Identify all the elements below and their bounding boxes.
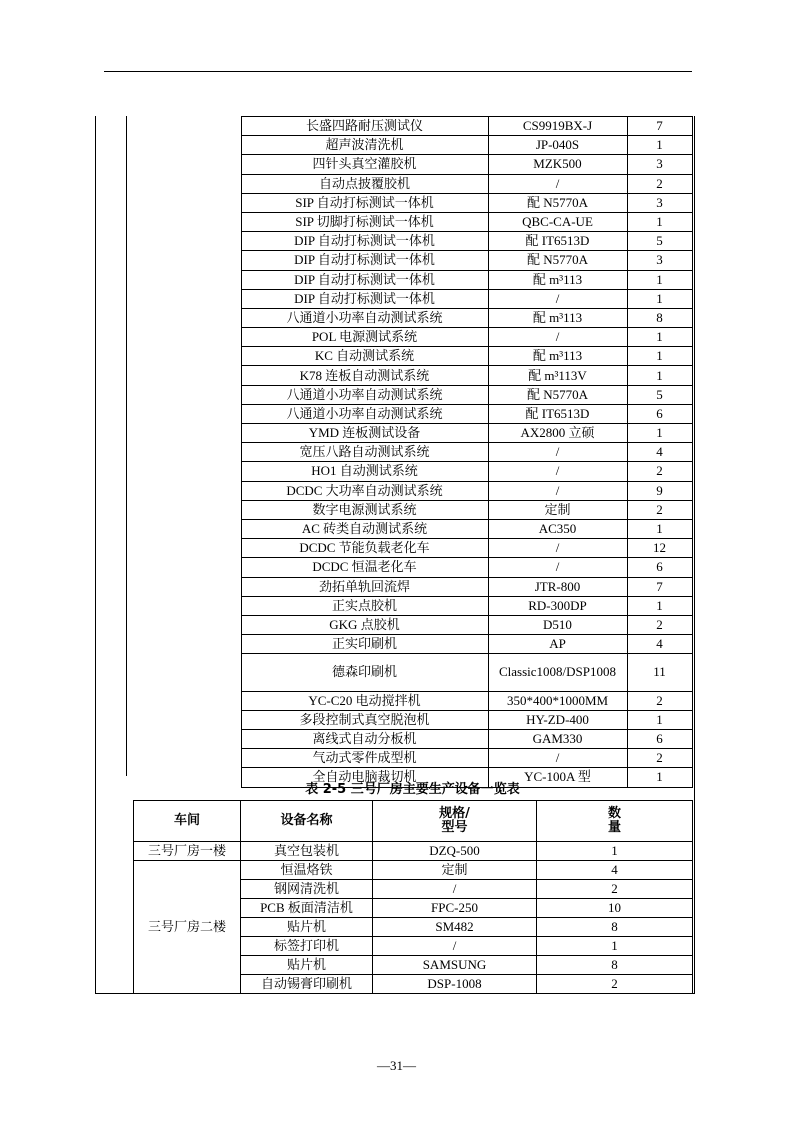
workshop-cell [133, 289, 241, 308]
workshop-cell [133, 136, 241, 155]
quantity-cell: 1 [627, 347, 692, 366]
equipment-name-cell: 八通道小功率自动测试系统 [241, 385, 488, 404]
model-cell: AC350 [488, 519, 627, 538]
model-cell: QBC-CA-UE [488, 212, 627, 231]
model-cell: / [488, 328, 627, 347]
quantity-cell: 7 [627, 577, 692, 596]
quantity-cell: 1 [627, 212, 692, 231]
equipment-name-cell: 超声波清洗机 [241, 136, 488, 155]
workshop-cell: 三号厂房二楼 [134, 861, 241, 994]
table-row [133, 117, 692, 136]
equipment-name-cell: 自动点披覆胶机 [241, 174, 488, 193]
table-row [133, 481, 692, 500]
table-row [133, 500, 692, 519]
equipment-name-cell: 贴片机 [241, 956, 373, 975]
table-row [133, 615, 692, 634]
model-cell: YC-100A 型 [488, 768, 627, 787]
equipment-name-cell: 长盛四路耐压测试仪 [241, 117, 488, 136]
equipment-name-cell: DCDC 节能负载老化车 [241, 539, 488, 558]
equipment-name-cell: POL 电源测试系统 [241, 328, 488, 347]
equipment-name-cell: YC-C20 电动搅拌机 [241, 691, 488, 710]
quantity-cell: 6 [627, 730, 692, 749]
header-quantity: 数 量 [537, 801, 693, 842]
header-workshop: 车间 [134, 801, 241, 842]
model-cell: / [488, 749, 627, 768]
workshop-cell: 三号厂房一楼 [134, 842, 241, 861]
equipment-name-cell: YMD 连板测试设备 [241, 424, 488, 443]
workshop-cell [133, 635, 241, 654]
quantity-cell: 2 [627, 462, 692, 481]
table-row [133, 136, 692, 155]
model-cell: DSP-1008 [373, 975, 537, 994]
quantity-cell: 2 [627, 615, 692, 634]
model-cell: / [373, 937, 537, 956]
workshop-cell [133, 615, 241, 634]
table-row [133, 443, 692, 462]
model-cell: FPC-250 [373, 899, 537, 918]
table-caption: 表 2-5 三号厂房主要生产设备一览表 [305, 782, 520, 797]
quantity-cell: 1 [627, 424, 692, 443]
workshop-cell [133, 404, 241, 423]
equipment-name-cell: 宽压八路自动测试系统 [241, 443, 488, 462]
quantity-cell: 2 [627, 500, 692, 519]
table-row [133, 691, 692, 710]
quantity-cell: 1 [627, 328, 692, 347]
equipment-name-cell: SIP 自动打标测试一体机 [241, 193, 488, 212]
equipment-name-cell: K78 连板自动测试系统 [241, 366, 488, 385]
workshop-cell [133, 270, 241, 289]
equipment-name-cell: DIP 自动打标测试一体机 [241, 289, 488, 308]
quantity-cell: 3 [627, 155, 692, 174]
table-row [134, 842, 693, 861]
model-cell: / [488, 462, 627, 481]
table-row [133, 328, 692, 347]
equipment-name-cell: DIP 自动打标测试一体机 [241, 232, 488, 251]
table-row [133, 577, 692, 596]
workshop-cell [133, 558, 241, 577]
equipment-name-cell: DCDC 恒温老化车 [241, 558, 488, 577]
equipment-name-cell: HO1 自动测试系统 [241, 462, 488, 481]
equipment-name-cell: KC 自动测试系统 [241, 347, 488, 366]
table-row [133, 251, 692, 270]
equipment-name-cell: 恒温烙铁 [241, 861, 373, 880]
equipment-name-cell: 真空包装机 [241, 842, 373, 861]
model-cell: / [373, 880, 537, 899]
model-cell: DZQ-500 [373, 842, 537, 861]
building3-equipment-table [133, 800, 693, 994]
model-cell: / [488, 558, 627, 577]
model-cell: 定制 [488, 500, 627, 519]
model-cell: 定制 [373, 861, 537, 880]
model-cell: Classic1008/DSP1008 [488, 654, 627, 691]
model-cell: HY-ZD-400 [488, 710, 627, 729]
workshop-cell [133, 443, 241, 462]
table-row [133, 174, 692, 193]
equipment-name-cell: 德森印刷机 [241, 654, 488, 691]
workshop-cell [133, 596, 241, 615]
model-cell: / [488, 174, 627, 193]
model-cell: JP-040S [488, 136, 627, 155]
model-cell: 配 N5770A [488, 193, 627, 212]
table-row [133, 347, 692, 366]
workshop-cell [133, 328, 241, 347]
quantity-cell: 1 [537, 842, 693, 861]
workshop-cell [133, 539, 241, 558]
quantity-cell: 1 [627, 136, 692, 155]
quantity-cell: 1 [627, 519, 692, 538]
table-row [133, 596, 692, 615]
model-cell: 配 m³113V [488, 366, 627, 385]
equipment-table-continued [133, 116, 693, 788]
table-row [133, 232, 692, 251]
header-model: 规格/ 型号 [373, 801, 537, 842]
model-cell: SM482 [373, 918, 537, 937]
equipment-name-cell: DCDC 大功率自动测试系统 [241, 481, 488, 500]
quantity-cell: 11 [627, 654, 692, 691]
quantity-cell: 1 [627, 596, 692, 615]
equipment-name-cell: 自动锡膏印刷机 [241, 975, 373, 994]
equipment-name-cell: 数字电源测试系统 [241, 500, 488, 519]
model-cell: / [488, 481, 627, 500]
equipment-name-cell: 钢网清洗机 [241, 880, 373, 899]
model-cell: SAMSUNG [373, 956, 537, 975]
quantity-cell: 1 [627, 270, 692, 289]
table-row [134, 861, 693, 880]
table-row [133, 308, 692, 327]
model-cell: 配 m³113 [488, 308, 627, 327]
model-cell: RD-300DP [488, 596, 627, 615]
quantity-cell: 4 [627, 443, 692, 462]
equipment-name-cell: 气动式零件成型机 [241, 749, 488, 768]
workshop-cell [133, 251, 241, 270]
quantity-cell: 2 [537, 880, 693, 899]
table-row [133, 654, 692, 691]
equipment-name-cell: DIP 自动打标测试一体机 [241, 270, 488, 289]
quantity-cell: 10 [537, 899, 693, 918]
model-cell: 配 IT6513D [488, 232, 627, 251]
model-cell: / [488, 443, 627, 462]
workshop-cell [133, 730, 241, 749]
table-row [133, 212, 692, 231]
workshop-column-divider [126, 116, 127, 776]
model-cell: 350*400*1000MM [488, 691, 627, 710]
equipment-name-cell: 标签打印机 [241, 937, 373, 956]
quantity-cell: 6 [627, 404, 692, 423]
equipment-name-cell: SIP 切脚打标测试一体机 [241, 212, 488, 231]
quantity-cell: 2 [627, 174, 692, 193]
equipment-name-cell: 多段控制式真空脱泡机 [241, 710, 488, 729]
quantity-cell: 2 [537, 975, 693, 994]
quantity-cell: 5 [627, 232, 692, 251]
table-row [133, 558, 692, 577]
quantity-cell: 3 [627, 251, 692, 270]
quantity-cell: 6 [627, 558, 692, 577]
equipment-name-cell: DIP 自动打标测试一体机 [241, 251, 488, 270]
header-rule [104, 71, 692, 72]
workshop-cell [133, 174, 241, 193]
workshop-cell [133, 500, 241, 519]
quantity-cell: 1 [537, 937, 693, 956]
workshop-cell [133, 710, 241, 729]
table-row [133, 155, 692, 174]
quantity-cell: 4 [627, 635, 692, 654]
workshop-cell [133, 155, 241, 174]
workshop-cell [133, 366, 241, 385]
workshop-cell [133, 385, 241, 404]
table-row [133, 193, 692, 212]
model-cell: GAM330 [488, 730, 627, 749]
model-cell: 配 m³113 [488, 270, 627, 289]
equipment-name-cell: GKG 点胶机 [241, 615, 488, 634]
model-cell: AX2800 立硕 [488, 424, 627, 443]
quantity-cell: 2 [627, 691, 692, 710]
quantity-cell: 9 [627, 481, 692, 500]
workshop-cell [133, 654, 241, 691]
table-header-row [134, 801, 693, 842]
workshop-cell [133, 347, 241, 366]
equipment-name-cell: 八通道小功率自动测试系统 [241, 308, 488, 327]
workshop-cell [133, 212, 241, 231]
table-row [133, 404, 692, 423]
workshop-cell [133, 193, 241, 212]
workshop-cell [133, 577, 241, 596]
table-row [133, 749, 692, 768]
equipment-name-cell: AC 砖类自动测试系统 [241, 519, 488, 538]
table-row [133, 366, 692, 385]
model-cell: D510 [488, 615, 627, 634]
model-cell: CS9919BX-J [488, 117, 627, 136]
equipment-name-cell: 四针头真空灌胶机 [241, 155, 488, 174]
quantity-cell: 8 [537, 918, 693, 937]
table-row [133, 424, 692, 443]
model-cell: 配 N5770A [488, 251, 627, 270]
equipment-name-cell: 八通道小功率自动测试系统 [241, 404, 488, 423]
model-cell: JTR-800 [488, 577, 627, 596]
equipment-name-cell: 正实点胶机 [241, 596, 488, 615]
model-cell: 配 N5770A [488, 385, 627, 404]
workshop-cell [133, 519, 241, 538]
model-cell: 配 IT6513D [488, 404, 627, 423]
quantity-cell: 5 [627, 385, 692, 404]
table-row [133, 539, 692, 558]
equipment-name-cell: 正实印刷机 [241, 635, 488, 654]
equipment-name-cell: 全自动电脑裁切机 [241, 768, 488, 787]
page-number: —31— [377, 1058, 416, 1073]
table-row [133, 519, 692, 538]
quantity-cell: 8 [537, 956, 693, 975]
quantity-cell: 3 [627, 193, 692, 212]
quantity-cell: 4 [537, 861, 693, 880]
equipment-name-cell: PCB 板面清洁机 [241, 899, 373, 918]
equipment-name-cell: 离线式自动分板机 [241, 730, 488, 749]
quantity-cell: 8 [627, 308, 692, 327]
header-equipment-name: 设备名称 [241, 801, 373, 842]
model-cell: / [488, 289, 627, 308]
quantity-cell: 1 [627, 710, 692, 729]
equipment-name-cell: 贴片机 [241, 918, 373, 937]
model-cell: 配 m³113 [488, 347, 627, 366]
equipment-name-cell: 劲拓单轨回流焊 [241, 577, 488, 596]
workshop-cell [133, 691, 241, 710]
workshop-cell [133, 424, 241, 443]
table-row [133, 635, 692, 654]
quantity-cell: 1 [627, 366, 692, 385]
model-cell: MZK500 [488, 155, 627, 174]
table-row [133, 385, 692, 404]
workshop-cell [133, 749, 241, 768]
workshop-cell [133, 481, 241, 500]
quantity-cell: 7 [627, 117, 692, 136]
table-row [133, 730, 692, 749]
quantity-cell: 1 [627, 289, 692, 308]
table-row [133, 289, 692, 308]
table-row [133, 270, 692, 289]
table-row [133, 710, 692, 729]
quantity-cell: 2 [627, 749, 692, 768]
workshop-cell [133, 462, 241, 481]
quantity-cell: 12 [627, 539, 692, 558]
table-row [133, 462, 692, 481]
quantity-cell: 1 [627, 768, 692, 787]
workshop-cell [133, 232, 241, 251]
workshop-cell [133, 308, 241, 327]
workshop-cell [133, 117, 241, 136]
model-cell: AP [488, 635, 627, 654]
model-cell: / [488, 539, 627, 558]
